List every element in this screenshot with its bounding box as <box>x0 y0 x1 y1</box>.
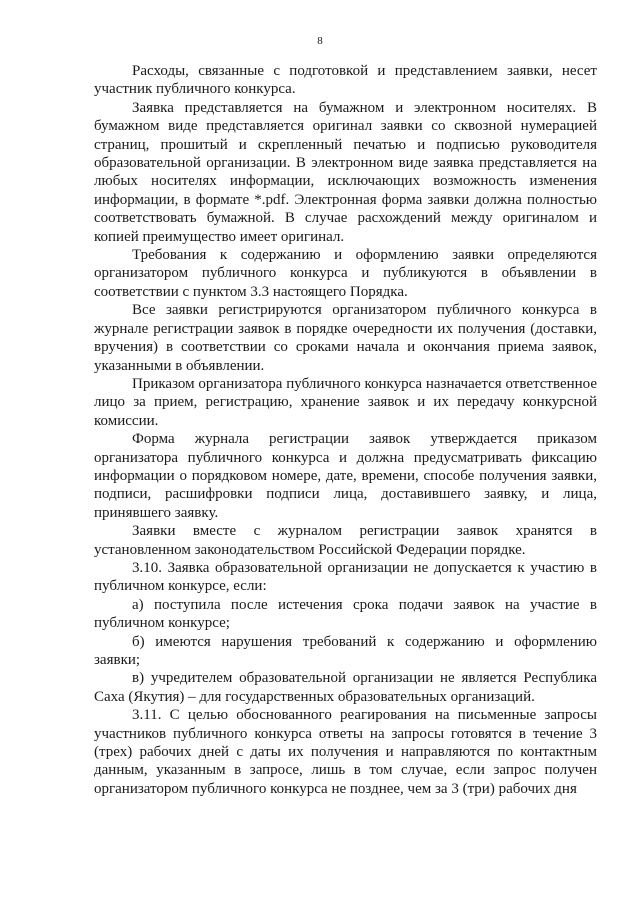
paragraph-item-b: б) имеются нарушения требований к содержанию и оформлению заявки; <box>94 633 597 668</box>
paragraph-registration: Все заявки регистрируются организатором публичного конкурса в журнале регистрации заявок в порядке очередности их получения (доставки, вручения) в соответствии со сроками начала и окончания приема заявок, указанными в объявлении. <box>94 302 597 374</box>
paragraph-submission-media: Заявка представляется на бумажном и электронном носителях. В бумажном виде представляется оригинал заявки со сквозной нумерацией страниц, прошитый и скрепленный печатью и подписью руководителя образовательной организации. В электронном виде заявка представляется на любых носителях информации, исключающих возможность изменения информации, в формате *.pdf. Электронная форма заявки должна полностью соответствовать бумажной. В случае расхождений между оригиналом и копией преимущество имеет оригинал. <box>94 99 597 245</box>
paragraph-expenses: Расходы, связанные с подготовкой и представлением заявки, несет участник публичного конкурса. <box>94 63 597 98</box>
paragraph-storage: Заявки вместе с журналом регистрации заявок хранятся в установленном законодательством Российской Федерации порядке. <box>94 523 597 558</box>
paragraph-clause-3-10: 3.10. Заявка образовательной организации не допускается к участию в публичном конкурсе, если: <box>94 559 597 595</box>
paragraph-responsible-person: Приказом организатора публичного конкурса назначается ответственное лицо за прием, регистрацию, хранение заявок и их передачу конкурсной комиссии. <box>94 375 597 429</box>
paragraph-clause-3-11: 3.11. С целью обоснованного реагирования на письменные запросы участников публичного конкурса ответы на запросы готовятся в течение 3 (трех) рабочих дней с даты их получения и направляются по контактным данным, указанным в запросе, лишь в том случае, если запрос получен организатором публичного конкурса не позднее, чем за 3 (три) рабочих дня <box>94 707 597 797</box>
page-number: 8 <box>317 35 323 47</box>
document-body <box>94 62 597 798</box>
paragraph-journal-form: Форма журнала регистрации заявок утверждается приказом организатора публичного конкурса и должна предусматривать фиксацию информации о порядковом номере, дате, времени, способе получения заявки, подписи, расшифровки подписи лица, доставившего заявку, и лица, принявшего заявку. <box>94 431 597 521</box>
paragraph-item-v: в) учредителем образовательной организации не является Республика Саха (Якутия) – для государственных образовательных организаций. <box>94 670 597 705</box>
paragraph-content-requirements: Требования к содержанию и оформлению заявки определяются организатором публичного конкурса и публикуются в объявлении в соответствии с пунктом 3.3 настоящего Порядка. <box>94 247 597 300</box>
paragraph-item-a: а) поступила после истечения срока подачи заявок на участие в публичном конкурсе; <box>94 596 597 632</box>
